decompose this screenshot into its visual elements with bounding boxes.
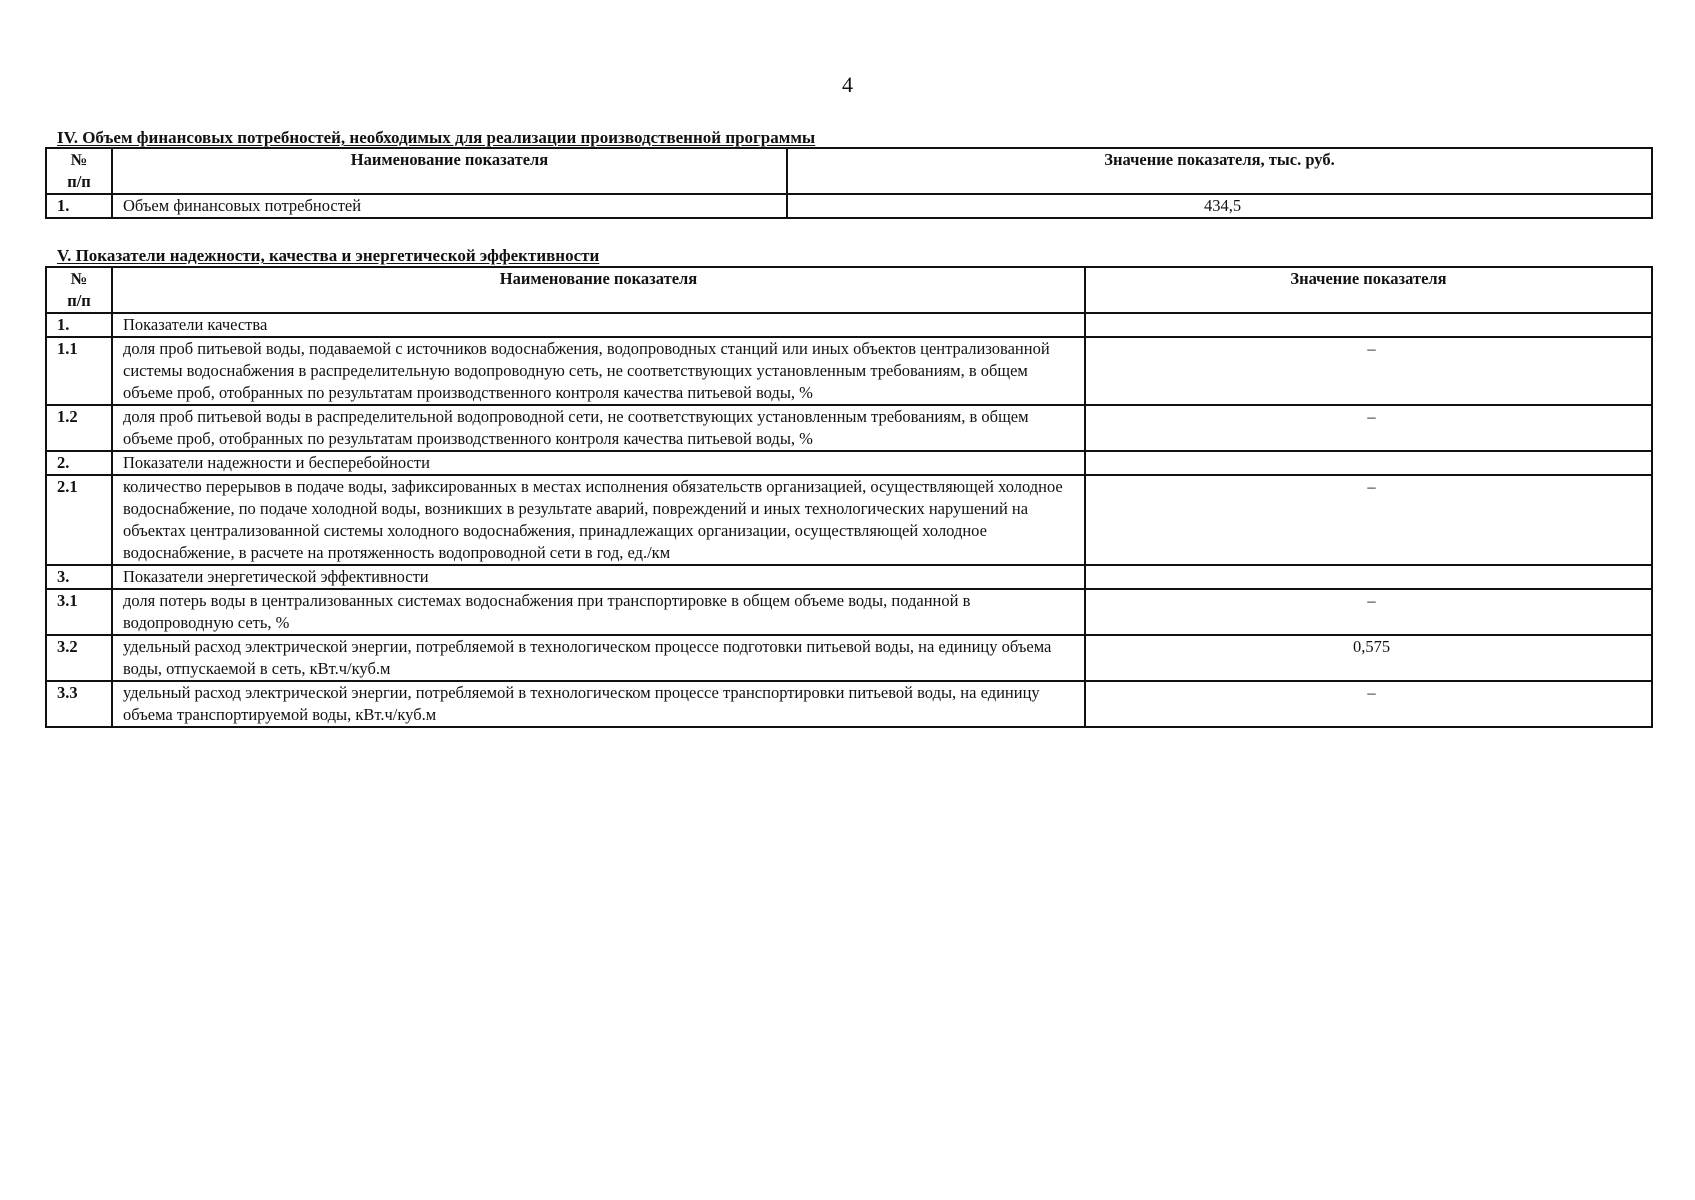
table-row xyxy=(46,589,1652,635)
row-name: доля проб питьевой воды в распределительной водопроводной сети, не соответствующих установленным требованиям, в общем объеме проб, отобранных по результатам производственного контроля качества питьевой воды, % xyxy=(112,405,1085,451)
table-row xyxy=(46,475,1652,565)
row-name: удельный расход электрической энергии, потребляемой в технологическом процессе подготовки питьевой воды, на единицу объема воды, отпускаемой в сеть, кВт.ч/куб.м xyxy=(112,635,1085,681)
row-value: – xyxy=(1085,337,1652,405)
header-value: Значение показателя, тыс. руб. xyxy=(787,148,1652,194)
row-number: 3.1 xyxy=(46,589,112,635)
row-name: удельный расход электрической энергии, потребляемой в технологическом процессе транспортировки питьевой воды, на единицу объема транспортируемой воды, кВт.ч/куб.м xyxy=(112,681,1085,727)
row-value xyxy=(1085,565,1652,589)
table-row xyxy=(46,451,1652,475)
page-number: 4 xyxy=(842,72,853,97)
row-name: Показатели надежности и бесперебойности xyxy=(112,451,1085,475)
row-name: количество перерывов в подаче воды, зафиксированных в местах исполнения обязательств организацией, осуществляющей холодное водоснабжение, по подаче холодной воды, возникших в результате аварий, повреждений и иных технологических нарушений на объектах централизованной системы холодного водоснабжения, принадлежащих организации, осуществляющей холодное водоснабжение, в расчете на протяженность водопроводной сети в год, ед./км xyxy=(112,475,1085,565)
financial-needs-table xyxy=(45,147,1653,219)
row-value: 0,575 xyxy=(1085,635,1652,681)
row-name: доля проб питьевой воды, подаваемой с источников водоснабжения, водопроводных станций или иных объектов централизованной системы водоснабжения в распределительную водопроводную сеть, не соответствующих установленным требованиям, в общем объеме проб, отобранных по результатам производственного контроля качества питьевой воды, % xyxy=(112,337,1085,405)
header-name: Наименование показателя xyxy=(112,148,787,194)
section-iv-title: IV. Объем финансовых потребностей, необходимых для реализации производственной программы xyxy=(57,128,816,147)
section-v-title: V. Показатели надежности, качества и энергетической эффективности xyxy=(57,246,600,265)
row-name: доля потерь воды в централизованных системах водоснабжения при транспортировке в общем объеме воды, поданной в водопроводную сеть, % xyxy=(112,589,1085,635)
table-row xyxy=(46,313,1652,337)
table-row xyxy=(46,405,1652,451)
row-name: Показатели энергетической эффективности xyxy=(112,565,1085,589)
row-number: 3.2 xyxy=(46,635,112,681)
row-number: 1. xyxy=(46,194,112,218)
table-row xyxy=(46,194,1652,218)
header-number xyxy=(46,267,112,313)
row-number: 1.1 xyxy=(46,337,112,405)
row-value: 434,5 xyxy=(787,194,1652,218)
header-value: Значение показателя xyxy=(1085,267,1652,313)
row-value xyxy=(1085,313,1652,337)
header-number-line1: № xyxy=(70,269,88,288)
row-value: – xyxy=(1085,589,1652,635)
row-name: Показатели качества xyxy=(112,313,1085,337)
header-number-line1: № xyxy=(70,150,88,169)
header-number xyxy=(46,148,112,194)
row-value: – xyxy=(1085,475,1652,565)
table-row xyxy=(46,565,1652,589)
row-number: 1. xyxy=(46,313,112,337)
indicators-table xyxy=(45,266,1653,728)
row-value: – xyxy=(1085,681,1652,727)
table-header-row xyxy=(46,267,1652,313)
row-number: 3.3 xyxy=(46,681,112,727)
header-name: Наименование показателя xyxy=(112,267,1085,313)
table-row xyxy=(46,681,1652,727)
table-row xyxy=(46,337,1652,405)
row-number: 2. xyxy=(46,451,112,475)
row-name: Объем финансовых потребностей xyxy=(112,194,787,218)
table-row xyxy=(46,635,1652,681)
row-value: – xyxy=(1085,405,1652,451)
row-number: 1.2 xyxy=(46,405,112,451)
row-number: 2.1 xyxy=(46,475,112,565)
row-number: 3. xyxy=(46,565,112,589)
header-number-line2: п/п xyxy=(67,291,91,310)
header-number-line2: п/п xyxy=(67,172,91,191)
row-value xyxy=(1085,451,1652,475)
table-header-row xyxy=(46,148,1652,194)
